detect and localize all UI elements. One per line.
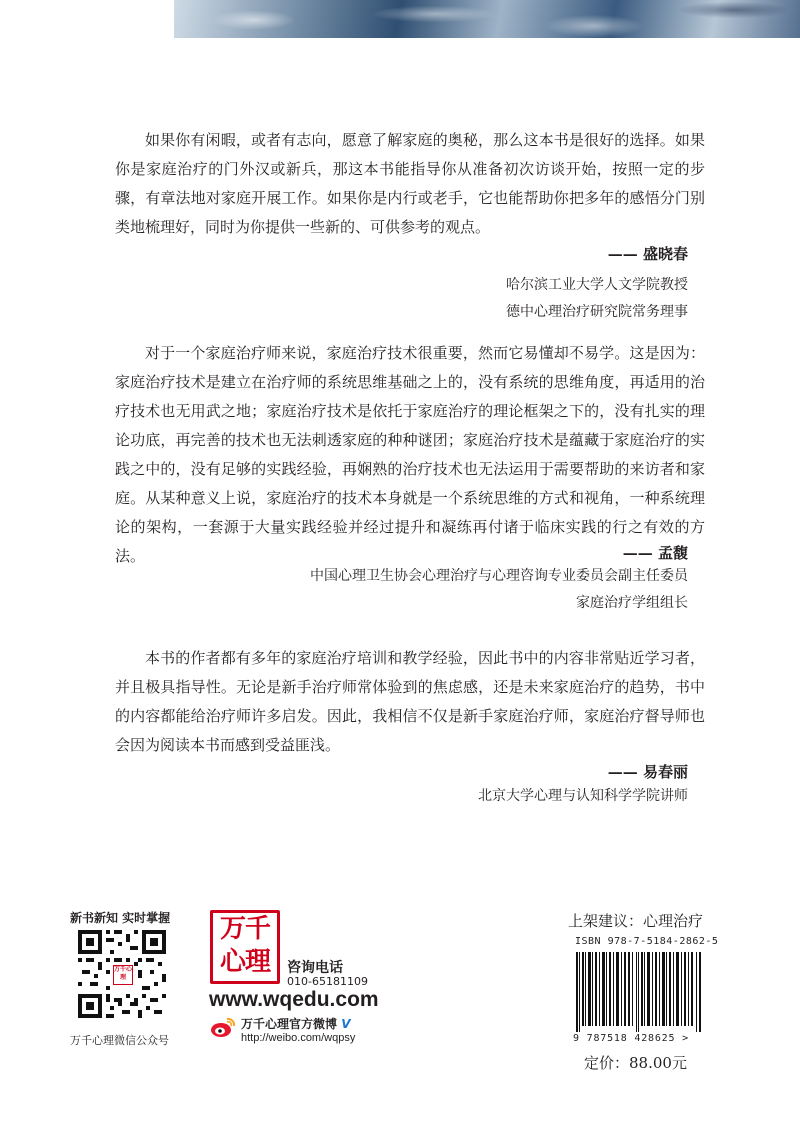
isbn-barcode	[576, 952, 702, 1032]
logo-line: 心理	[219, 947, 270, 977]
isbn-text: ISBN 978-7-5184-2862-5	[575, 936, 719, 947]
weibo-title-text: 万千心理官方微博	[241, 1017, 338, 1031]
logo-line: 万千	[219, 914, 270, 944]
publisher-logo	[210, 910, 280, 984]
weibo-icon	[210, 1016, 236, 1038]
endorsement-text-3: 本书的作者都有多年的家庭治疗培训和教学经验，因此书中的内容非常贴近学习者，并且极具指导性。无论是新手治疗师常体验到的焦虑感，还是未来家庭治疗的趋势，书中的内容都能给治疗师许多启发。因此，我相信不仅是新手家庭治疗师，家庭治疗督导师也会因为阅读本书而感到受益匪浅。	[115, 649, 705, 754]
qr-caption-top: 新书新知 实时掌握	[70, 911, 171, 925]
qr-caption-bottom: 万千心理微信公众号	[70, 1034, 169, 1047]
hotline-number: 010-65181109	[287, 975, 368, 988]
endorsement-author-2: —— 孟馥	[622, 544, 688, 562]
publisher-website[interactable]: www.wqedu.com	[209, 988, 379, 1011]
affiliation-line: 德中心理治疗研究院常务理事	[506, 304, 688, 320]
verified-v-icon: V	[341, 1017, 351, 1031]
affiliation-line: 家庭治疗学组组长	[576, 595, 688, 611]
wechat-qr-code[interactable]	[78, 930, 166, 1018]
barcode-digits: 9 787518 428625 >	[573, 1033, 689, 1044]
endorsement-affiliation-1	[506, 272, 688, 326]
endorsement-text-1: 如果你有闲暇，或者有志向，愿意了解家庭的奥秘，那么这本书是很好的选择。如果你是家庭治疗的门外汉或新兵，那这本书能指导你从准备初次访谈开始，按照一定的步骤，有章法地对家庭开展工作。如果你是内行或老手，它也能帮助你把多年的感悟分门别类地梳理好，同时为你提供一些新的、可供参考的观点。	[115, 131, 705, 236]
book-price: 定价：88.00元	[584, 1054, 687, 1072]
endorsement-author-3: —— 易春丽	[607, 763, 688, 781]
affiliation-line: 北京大学心理与认知科学学院讲师	[478, 788, 688, 804]
endorsement-text-2: 对于一个家庭治疗师来说，家庭治疗技术很重要，然而它易懂却不易学。这是因为：家庭治疗技术是建立在治疗师的系统思维基础之上的，没有系统的思维角度，再适用的治疗技术也无用武之地；家庭治疗技术是依托于家庭治疗的理论框架之下的，没有扎实的理论功底，再完善的技术也无法刺透家庭的种种谜团；家庭治疗技术是蕴藏于家庭治疗的实践之中的，没有足够的实践经验，再娴熟的治疗技术也无法运用于需要帮助的来访者和家庭。从某种意义上说，家庭治疗的技术本身就是一个系统思维的方式和视角，一种系统理论的架构，一套源于大量实践经验并经过提升和凝练再付诸于临床实践的行之有效的方法。	[115, 344, 705, 565]
cover-art-banner	[174, 0, 800, 38]
weibo-title	[241, 1015, 351, 1032]
shelf-suggestion: 上架建议：心理治疗	[568, 912, 704, 930]
weibo-url[interactable]: http://weibo.com/wqpsy	[241, 1032, 356, 1044]
affiliation-line: 哈尔滨工业大学人文学院教授	[506, 277, 688, 293]
endorsement-author-1: —— 盛晓春	[607, 245, 688, 263]
hotline-label: 咨询电话	[287, 960, 343, 976]
endorsement-affiliation-3	[478, 783, 688, 810]
qr-badge: 万千心理	[113, 965, 133, 985]
endorsement-affiliation-2	[310, 563, 688, 617]
affiliation-line: 中国心理卫生协会心理治疗与心理咨询专业委员会副主任委员	[310, 568, 688, 584]
